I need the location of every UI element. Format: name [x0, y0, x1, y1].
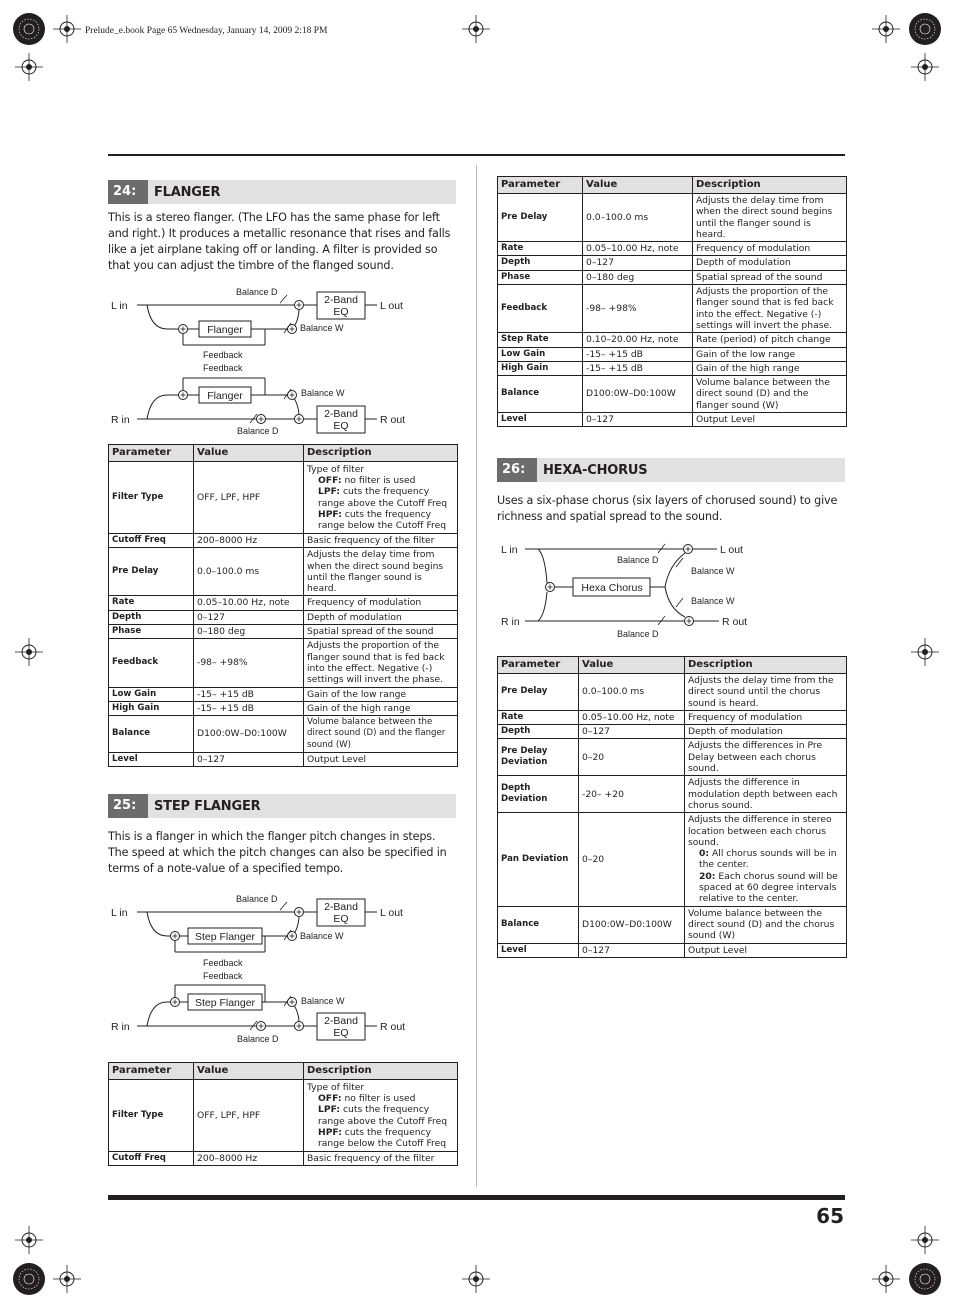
section-header-hexa-chorus: [497, 458, 845, 482]
option-text: cuts the frequency range above the Cutoff Freq: [318, 1104, 448, 1127]
r-out-label: R out: [380, 414, 406, 426]
table-row: [498, 813, 847, 906]
effect-block-label: Step Flanger: [194, 997, 256, 1009]
param-value: -15– +15 dB: [194, 687, 304, 701]
param-name: Phase: [109, 625, 194, 639]
param-value: -15– +15 dB: [583, 361, 693, 375]
option-key: LPF:: [318, 1104, 341, 1116]
description-text: Type of filter: [307, 463, 365, 475]
param-value: 0.0–100.0 ms: [583, 194, 693, 242]
option-key: 20:: [699, 870, 716, 882]
column-header: Parameter: [498, 657, 579, 674]
param-value: -20– +20: [579, 776, 685, 813]
table-row: [498, 194, 847, 242]
param-value: -98– +98%: [583, 285, 693, 333]
param-name: Cutoff Freq: [109, 534, 194, 548]
param-description: Depth of modulation: [304, 610, 458, 624]
param-value: D100:0W–D0:100W: [583, 376, 693, 413]
eq-block-label: 2-Band: [324, 901, 358, 913]
option-text: Each chorus sound will be spaced at 60 degree intervals relative to the center.: [699, 870, 838, 905]
param-name: Pre Delay Deviation: [498, 739, 579, 776]
param-value: 0.05–10.00 Hz, note: [583, 242, 693, 256]
option-text: cuts the frequency range below the Cutoff Freq: [318, 508, 447, 532]
balance-w-label: Balance W: [301, 996, 345, 1006]
table-row: [498, 285, 847, 333]
param-description: Adjusts the proportion of the flanger sound that is fed back into the effect. Negative (-) settings will invert the phase.: [693, 285, 847, 333]
option-text: no filter is used: [341, 474, 416, 486]
column-header: Value: [579, 657, 685, 674]
flanger-description: This is a stereo flanger. (The LFO has the same phase for left and right.) It produces a metallic resonance that rises and falls like a jet airplane taking off or landing. A filter is provided so that you can adjust the timbre of the flanged sound.: [108, 211, 451, 272]
effect-block-label: Flanger: [207, 324, 243, 336]
param-name: Level: [498, 943, 579, 957]
table-row: [498, 943, 847, 957]
param-value: 0–127: [583, 256, 693, 270]
table-row: [109, 716, 458, 753]
param-value: 0.05–10.00 Hz, note: [194, 596, 304, 610]
param-description: Gain of the low range: [693, 347, 847, 361]
bottom-rule: [108, 1195, 845, 1200]
option-item: [307, 509, 454, 532]
balance-d-label: Balance D: [236, 894, 278, 904]
table-row: [498, 725, 847, 739]
option-key: LPF:: [318, 486, 341, 498]
eq-block-label: EQ: [333, 420, 349, 432]
param-description: Depth of modulation: [685, 725, 847, 739]
table-row: [498, 710, 847, 724]
table-row: [498, 413, 847, 427]
table-row: [498, 242, 847, 256]
section-title: FLANGER: [154, 184, 221, 200]
param-value: 0.10–20.00 Hz, note: [583, 333, 693, 347]
flanger-block-diagram: [105, 283, 415, 440]
table-row: [498, 674, 847, 711]
param-value: 0–180 deg: [583, 270, 693, 284]
column-header: Description: [304, 445, 458, 462]
page-number: 65: [816, 1204, 844, 1228]
option-key: OFF:: [318, 1092, 342, 1104]
param-description: Gain of the high range: [304, 701, 458, 715]
table-row: [498, 347, 847, 361]
l-out-label: L out: [720, 544, 743, 556]
column-header: Parameter: [498, 177, 583, 194]
param-value: -98– +98%: [194, 639, 304, 687]
option-key: HPF:: [318, 1126, 342, 1138]
param-description: Volume balance between the direct sound (D) and the chorus sound (W): [685, 906, 847, 943]
param-value: -15– +15 dB: [194, 701, 304, 715]
file-header: Prelude_e.book Page 65 Wednesday, January 14, 2009 2:18 PM: [85, 26, 328, 36]
balance-w-label: Balance W: [691, 596, 735, 606]
option-item: [307, 475, 454, 486]
effect-block-label: Hexa Chorus: [581, 582, 643, 594]
table-row: [498, 776, 847, 813]
param-name: Pre Delay: [498, 194, 583, 242]
param-name: Pan Deviation: [498, 813, 579, 906]
description-text: Type of filter: [307, 1081, 365, 1093]
param-name: Pre Delay: [498, 674, 579, 711]
param-value: 0.0–100.0 ms: [579, 674, 685, 711]
column-header: Description: [304, 1063, 458, 1080]
table-row: [109, 753, 458, 767]
balance-w-label: Balance W: [301, 388, 345, 398]
param-description: Gain of the high range: [693, 361, 847, 375]
param-value: OFF, LPF, HPF: [194, 1080, 304, 1152]
param-description: Volume balance between the direct sound (D) and the flanger sound (W): [304, 716, 458, 753]
param-value: OFF, LPF, HPF: [194, 462, 304, 534]
effect-block-label: Flanger: [207, 390, 243, 402]
param-name: Filter Type: [109, 462, 194, 534]
param-description: Output Level: [304, 753, 458, 767]
effect-block-label: Step Flanger: [194, 931, 256, 943]
column-header: Value: [583, 177, 693, 194]
param-description: Spatial spread of the sound: [693, 270, 847, 284]
param-description: Volume balance between the direct sound (D) and the flanger sound (W): [693, 376, 847, 413]
hexa-chorus-parameter-table: [497, 656, 847, 958]
section-header-step-flanger: [108, 794, 456, 818]
option-item: [307, 486, 454, 509]
table-row: [498, 333, 847, 347]
param-value: 0–127: [194, 610, 304, 624]
param-description: Adjusts the differences in Pre Delay between each chorus sound.: [685, 739, 847, 776]
option-item: [688, 871, 843, 905]
param-value: 200–8000 Hz: [194, 534, 304, 548]
option-text: cuts the frequency range above the Cutoff Freq: [318, 486, 448, 509]
feedback-label: Feedback: [203, 971, 243, 981]
l-in-label: L in: [501, 544, 518, 556]
param-name: High Gain: [498, 361, 583, 375]
table-row: [109, 596, 458, 610]
param-description: [685, 813, 847, 906]
l-in-label: L in: [111, 907, 128, 919]
table-row: [109, 625, 458, 639]
param-name: Depth: [498, 256, 583, 270]
option-key: 0:: [699, 848, 710, 860]
param-name: Rate: [109, 596, 194, 610]
table-row: [109, 687, 458, 701]
param-description: [304, 462, 458, 534]
balance-d-label: Balance D: [237, 426, 279, 436]
param-name: Depth: [498, 725, 579, 739]
table-row: [109, 1080, 458, 1152]
balance-d-label: Balance D: [617, 629, 659, 639]
param-name: Depth Deviation: [498, 776, 579, 813]
table-row: [498, 906, 847, 943]
option-text: cuts the frequency range below the Cutoff Freq: [318, 1126, 447, 1150]
param-description: Frequency of modulation: [304, 596, 458, 610]
param-description: Output Level: [693, 413, 847, 427]
table-row: [109, 701, 458, 715]
param-name: Balance: [109, 716, 194, 753]
param-value: D100:0W–D0:100W: [579, 906, 685, 943]
param-value: 0.0–100.0 ms: [194, 548, 304, 596]
table-row: [498, 270, 847, 284]
param-value: 0.05–10.00 Hz, note: [579, 710, 685, 724]
balance-w-label: Balance W: [300, 931, 344, 941]
r-out-label: R out: [722, 616, 748, 628]
balance-w-label: Balance W: [691, 566, 735, 576]
column-divider: [476, 165, 477, 1187]
param-value: 0–127: [583, 413, 693, 427]
param-description: Basic frequency of the filter: [304, 534, 458, 548]
balance-d-label: Balance D: [237, 1034, 279, 1044]
table-row: [498, 361, 847, 375]
param-name: High Gain: [109, 701, 194, 715]
table-row: [109, 1152, 458, 1166]
param-name: Cutoff Freq: [109, 1152, 194, 1166]
hexa-chorus-description: Uses a six-phase chorus (six layers of chorused sound) to give richness and spatial spread to the sound.: [497, 494, 838, 523]
param-value: 0–20: [579, 739, 685, 776]
r-in-label: R in: [111, 414, 130, 426]
table-row: [109, 534, 458, 548]
section-title: STEP FLANGER: [154, 798, 261, 814]
option-item: [688, 848, 843, 871]
param-name: Feedback: [109, 639, 194, 687]
param-name: Low Gain: [109, 687, 194, 701]
table-row: [498, 739, 847, 776]
balance-w-label: Balance W: [300, 323, 344, 333]
description-text: Adjusts the difference in stereo location between each chorus sound.: [688, 814, 832, 848]
feedback-label: Feedback: [203, 363, 243, 373]
step-flanger-block-diagram: [105, 890, 415, 1047]
l-out-label: L out: [380, 300, 403, 312]
eq-block-label: EQ: [333, 306, 349, 318]
step-flanger-parameter-table-continued: [497, 176, 847, 427]
column-header: Value: [194, 1063, 304, 1080]
param-description: [304, 1080, 458, 1152]
param-name: Filter Type: [109, 1080, 194, 1152]
param-description: Adjusts the difference in modulation depth between each chorus sound.: [685, 776, 847, 813]
param-name: Balance: [498, 906, 579, 943]
option-text: All chorus sounds will be in the center.: [699, 848, 837, 871]
section-number: 24:: [108, 180, 148, 204]
param-description: Gain of the low range: [304, 687, 458, 701]
option-item: [307, 1104, 454, 1127]
param-description: Depth of modulation: [693, 256, 847, 270]
column-header: Parameter: [109, 1063, 194, 1080]
top-rule: [108, 154, 845, 156]
table-row: [498, 376, 847, 413]
section-number: 25:: [108, 794, 148, 818]
option-key: HPF:: [318, 508, 342, 520]
param-name: Pre Delay: [109, 548, 194, 596]
option-key: OFF:: [318, 474, 342, 486]
eq-block-label: 2-Band: [324, 1015, 358, 1027]
section-title: HEXA-CHORUS: [543, 462, 648, 478]
param-value: 200–8000 Hz: [194, 1152, 304, 1166]
param-name: Level: [109, 753, 194, 767]
column-header: Value: [194, 445, 304, 462]
param-value: D100:0W–D0:100W: [194, 716, 304, 753]
r-out-label: R out: [380, 1021, 406, 1033]
section-number: 26:: [497, 458, 537, 482]
param-description: Adjusts the delay time from when the direct sound begins until the flanger sound is heard.: [304, 548, 458, 596]
param-description: Basic frequency of the filter: [304, 1152, 458, 1166]
eq-block-label: 2-Band: [324, 294, 358, 306]
param-description: Frequency of modulation: [685, 710, 847, 724]
param-name: Balance: [498, 376, 583, 413]
option-text: no filter is used: [341, 1092, 416, 1104]
param-value: -15– +15 dB: [583, 347, 693, 361]
column-header: Description: [685, 657, 847, 674]
param-name: Step Rate: [498, 333, 583, 347]
option-item: [307, 1127, 454, 1150]
option-item: [307, 1093, 454, 1104]
param-description: Frequency of modulation: [693, 242, 847, 256]
param-value: 0–127: [579, 943, 685, 957]
l-out-label: L out: [380, 907, 403, 919]
param-name: Feedback: [498, 285, 583, 333]
param-description: Adjusts the delay time from the direct sound until the chorus sound is heard.: [685, 674, 847, 711]
param-value: 0–180 deg: [194, 625, 304, 639]
hexa-chorus-block-diagram: [495, 535, 765, 645]
param-description: Rate (period) of pitch change: [693, 333, 847, 347]
table-row: [498, 256, 847, 270]
eq-block-label: EQ: [333, 1027, 349, 1039]
r-in-label: R in: [501, 616, 520, 628]
balance-d-label: Balance D: [236, 287, 278, 297]
column-header: Description: [693, 177, 847, 194]
feedback-label: Feedback: [203, 958, 243, 968]
param-description: Adjusts the proportion of the flanger sound that is fed back into the effect. Negative (-) settings will invert the phase.: [304, 639, 458, 687]
param-name: Rate: [498, 242, 583, 256]
l-in-label: L in: [111, 300, 128, 312]
table-row: [109, 548, 458, 596]
step-flanger-parameter-table: [108, 1062, 458, 1166]
table-row: [109, 639, 458, 687]
param-value: 0–20: [579, 813, 685, 906]
balance-d-label: Balance D: [617, 555, 659, 565]
param-description: Spatial spread of the sound: [304, 625, 458, 639]
step-flanger-description: This is a flanger in which the flanger pitch changes in steps. The speed at which the pitch changes can also be specified in terms of a note-value of a specified tempo.: [108, 830, 447, 875]
eq-block-label: 2-Band: [324, 408, 358, 420]
param-name: Phase: [498, 270, 583, 284]
param-name: Rate: [498, 710, 579, 724]
param-name: Level: [498, 413, 583, 427]
param-value: 0–127: [579, 725, 685, 739]
table-row: [109, 610, 458, 624]
r-in-label: R in: [111, 1021, 130, 1033]
param-value: 0–127: [194, 753, 304, 767]
eq-block-label: EQ: [333, 913, 349, 925]
flanger-parameter-table: [108, 444, 458, 767]
column-header: Parameter: [109, 445, 194, 462]
section-header-flanger: [108, 180, 456, 204]
param-name: Depth: [109, 610, 194, 624]
param-description: Adjusts the delay time from when the direct sound begins until the flanger sound is heard.: [693, 194, 847, 242]
feedback-label: Feedback: [203, 350, 243, 360]
param-name: Low Gain: [498, 347, 583, 361]
table-row: [109, 462, 458, 534]
param-description: Output Level: [685, 943, 847, 957]
